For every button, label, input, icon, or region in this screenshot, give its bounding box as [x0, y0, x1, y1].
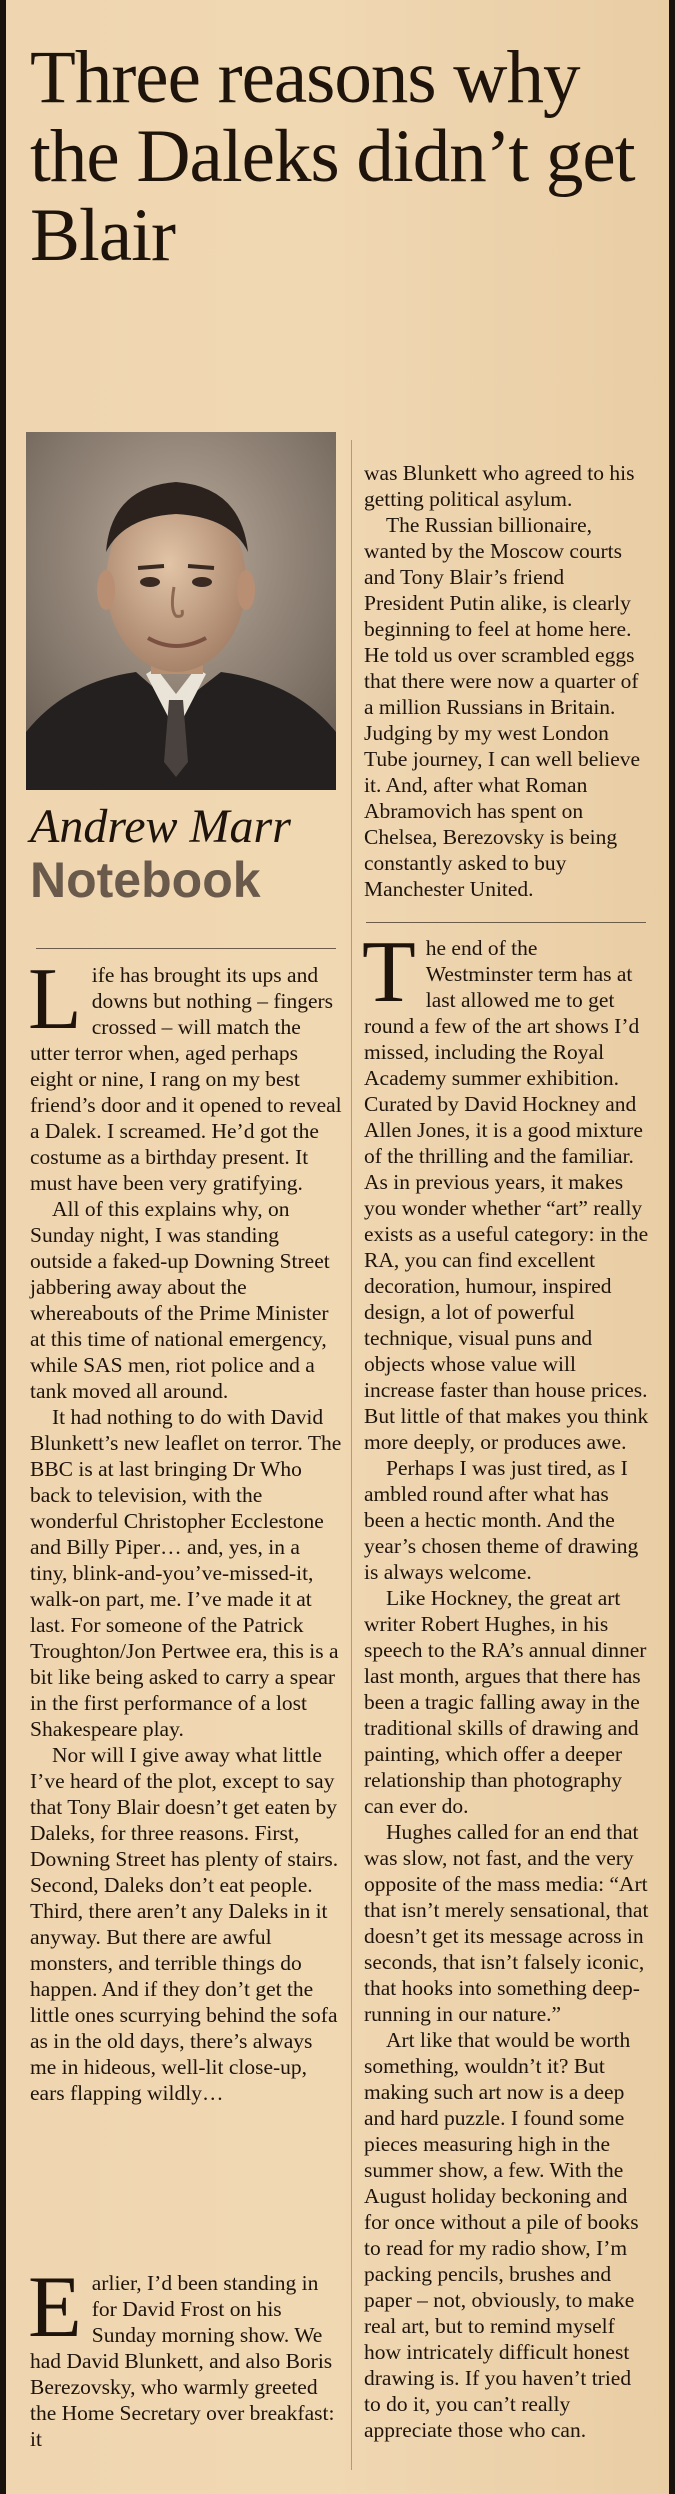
- author-portrait-image: [26, 432, 336, 790]
- author-photo: [26, 432, 336, 790]
- paragraph: The end of the Westminster term has at last allowed me to get round a few of the art shows I’d missed, including the Royal Academy summer exhibition. Curated by David Hockney and Allen Jones, it is a good mixture of the thrilling and the familiar. As in previous years, it makes you wonder whether “art” really exists as a useful category: in the RA, you can find excellent decoration, humour, inspired design, a lot of powerful technique, visual puns and objects whose value will increase faster than house prices. But little of that makes you think more deeply, or produces awe.: [362, 924, 649, 1454]
- paragraph: It had nothing to do with David Blunkett’s new leaflet on terror. The BBC is at last bringing Dr Who back to television, with the wonderful Christopher Ecclestone and Billy Piper… and, yes, in a tiny, blink-and-you’ve-missed-it, walk-on part, me. I’ve made it at last. For someone of the Patrick Troughton/Jon Pertwee era, this is a bit like being asked to carry a spear in the first performance of a lost Shakespeare play.: [30, 1405, 342, 1741]
- column-divider: [351, 440, 352, 2470]
- paragraph: Life has brought its ups and downs but nothing – fingers crossed – will match the utter terror when, aged perhaps eight or nine, I rang on my best friend’s door and it opened to reveal a Dalek. I screamed. He’d got the costume as a birthday present. It must have been very gratifying.: [28, 951, 342, 1195]
- scan-border-right: [669, 0, 675, 2494]
- column-left-lower: [28, 2259, 342, 2452]
- author-byline: Andrew Marr: [30, 800, 291, 853]
- section-label: Notebook: [30, 852, 261, 908]
- scan-border-left: [0, 0, 6, 2494]
- paragraph: Perhaps I was just tired, as I ambled round after what has been a hectic month. And the year’s chosen theme of drawing is always welcome.: [364, 1456, 639, 1584]
- paragraph: Nor will I give away what little I’ve heard of the plot, except to say that Tony Blair doesn’t get eaten by Daleks, for three reasons. First, Downing Street has plenty of stairs. Second, Daleks don’t eat people. Third, there aren’t any Daleks in it anyway. But there are awful monsters, and terrible things do happen. And if they don’t get the little ones scurrying behind the sofa as in the old days, there’s always me in hideous, well-lit close-up, ears flapping wildly…: [30, 1743, 339, 2105]
- paragraph: All of this explains why, on Sunday night, I was standing outside a faked-up Downing Street jabbering away about the whereabouts of the Prime Minister at this time of national emergency, while SAS men, riot police and a tank moved all around.: [30, 1197, 330, 1403]
- paragraph: Art like that would be worth something, wouldn’t it? But making such art now is a deep and hard puzzle. I found some pieces measuring high in the summer show, a few. With the August holiday beckoning and for once without a pile of books to read for my radio show, I’m packing pencils, brushes and paper – not, obviously, to make real art, but to remind myself how intricately difficult honest drawing is. If you haven’t tried to do it, you can’t really appreciate those who can.: [364, 2028, 639, 2442]
- paragraph: Earlier, I’d been standing in for David Frost on his Sunday morning show. We had David Blunkett, and also Boris Berezovsky, who warmly greeted the Home Secretary over breakfast: it: [28, 2259, 335, 2451]
- headline: Three reasons why the Daleks didn’t get Blair: [30, 36, 635, 277]
- section-rule-left: [36, 948, 336, 949]
- column-right-upper: [364, 460, 649, 902]
- paragraph: Hughes called for an end that was slow, not fast, and the very opposite of the mass media: “Art that isn’t merely sensational, that doesn’t get its message across in seconds, that isn’t falsely iconic, that hooks into something deep-running in our nature.”: [364, 1820, 649, 2026]
- paragraph: was Blunkett who agreed to his getting political asylum.: [364, 461, 635, 511]
- paragraph: The Russian billionaire, wanted by the Moscow courts and Tony Blair’s friend President Putin alike, is clearly beginning to feel at home here. He told us over scrambled eggs that there were now a quarter of a million Russians in Britain. Judging by my west London Tube journey, I can well believe it. And, after what Roman Abramovich has spent on Chelsea, Berezovsky is being constantly asked to buy Manchester United.: [364, 513, 641, 901]
- column-right-lower: [362, 924, 649, 2443]
- paragraph: Like Hockney, the great art writer Robert Hughes, in his speech to the RA’s annual dinner last month, argues that there has been a tragic falling away in the traditional skills of drawing and painting, which offer a deeper relationship than photography can ever do.: [364, 1586, 647, 1818]
- section-rule-right: [366, 922, 646, 923]
- column-left: [28, 951, 342, 2106]
